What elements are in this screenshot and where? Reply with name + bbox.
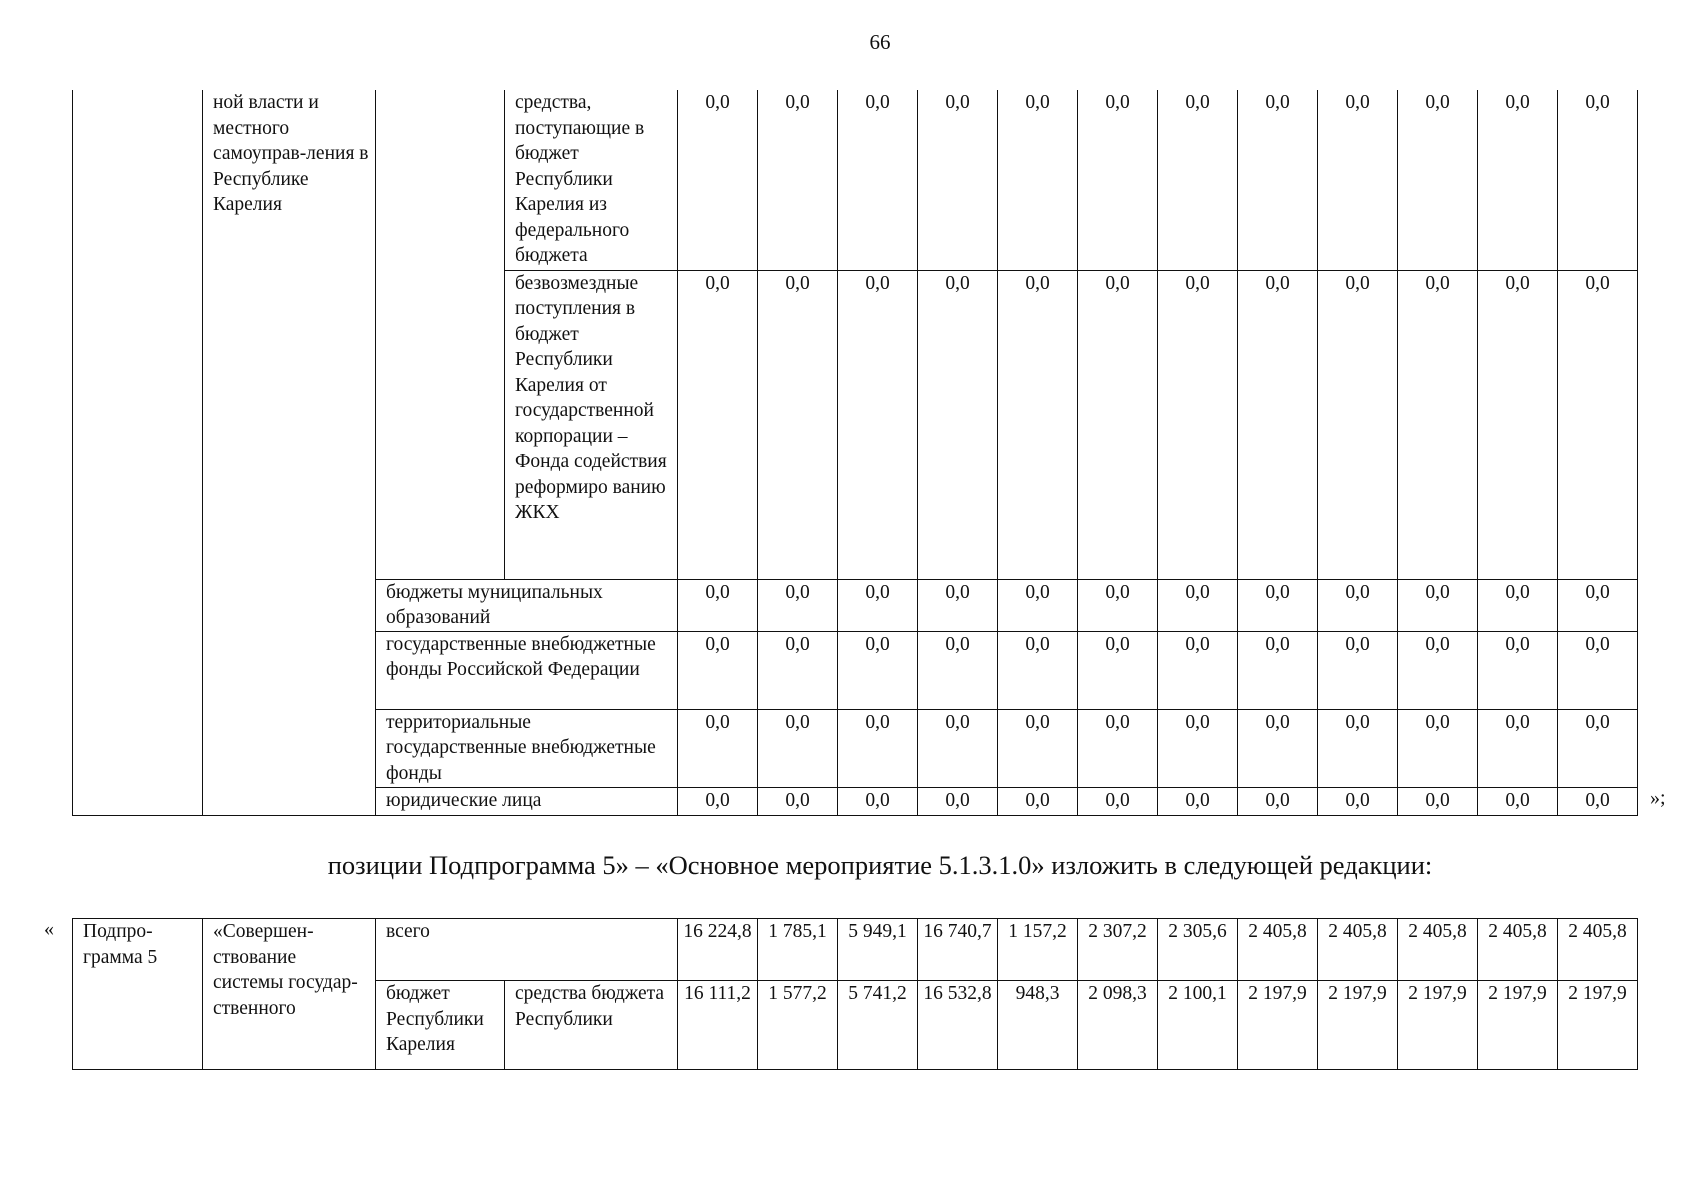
value-cell: 0,0: [838, 579, 918, 631]
value-cell: 0,0: [1158, 787, 1238, 815]
value-cell: 0,0: [1558, 709, 1638, 787]
value-cell: 0,0: [758, 631, 838, 709]
value-cell: 2 405,8: [1318, 919, 1398, 981]
value-cell: 2 405,8: [1398, 919, 1478, 981]
value-cell: 0,0: [758, 579, 838, 631]
value-cell: 0,0: [1398, 709, 1478, 787]
value-cell: 0,0: [838, 631, 918, 709]
value-cell: 0,0: [1398, 579, 1478, 631]
value-cell: 2 305,6: [1158, 919, 1238, 981]
value-cell: 0,0: [918, 709, 998, 787]
value-cell: 0,0: [1478, 631, 1558, 709]
value-cell: 2 405,8: [1558, 919, 1638, 981]
value-cell: 0,0: [918, 631, 998, 709]
value-cell: 0,0: [1558, 631, 1638, 709]
value-cell: 0,0: [998, 90, 1078, 270]
value-cell: 0,0: [1158, 90, 1238, 270]
value-cell: 0,0: [1398, 90, 1478, 270]
value-cell: 0,0: [758, 90, 838, 270]
value-cell: 0,0: [918, 90, 998, 270]
value-cell: 0,0: [998, 709, 1078, 787]
source-label: безвозмездные поступления в бюджет Республики Карелия от государственной корпорации – Фонда содействия реформиро ванию ЖКХ: [505, 270, 678, 579]
value-cell: 2 197,9: [1398, 981, 1478, 1070]
value-cell: 0,0: [918, 270, 998, 579]
source-label: юридические лица: [376, 787, 678, 815]
opening-quote: «: [44, 918, 54, 940]
subprogram-title-cell: «Совершен-ствование системы государ-ственного: [203, 919, 376, 1070]
value-cell: 0,0: [1478, 709, 1558, 787]
value-cell: 2 405,8: [1478, 919, 1558, 981]
value-cell: 0,0: [678, 579, 758, 631]
value-cell: 0,0: [1318, 579, 1398, 631]
table-row: [73, 90, 1638, 270]
value-cell: 948,3: [998, 981, 1078, 1070]
closing-quote: »;: [1650, 787, 1666, 809]
value-cell: 0,0: [758, 787, 838, 815]
value-cell: 0,0: [998, 787, 1078, 815]
value-cell: 1 785,1: [758, 919, 838, 981]
value-cell: 0,0: [1478, 90, 1558, 270]
value-cell: 0,0: [758, 709, 838, 787]
value-cell: 0,0: [1238, 787, 1318, 815]
value-cell: 0,0: [1078, 787, 1158, 815]
source-group-cell: [376, 90, 505, 579]
value-cell: 0,0: [1158, 270, 1238, 579]
budget-sublabel: средства бюджета Республики: [505, 981, 678, 1070]
value-cell: 2 197,9: [1558, 981, 1638, 1070]
value-cell: 0,0: [1318, 631, 1398, 709]
value-cell: 2 098,3: [1078, 981, 1158, 1070]
value-cell: 0,0: [758, 270, 838, 579]
value-cell: 0,0: [1078, 270, 1158, 579]
value-cell: 0,0: [678, 787, 758, 815]
value-cell: 0,0: [1238, 90, 1318, 270]
value-cell: 0,0: [998, 270, 1078, 579]
table-row: [73, 919, 1638, 981]
value-cell: 0,0: [1158, 709, 1238, 787]
value-cell: 0,0: [838, 270, 918, 579]
value-cell: 5 949,1: [838, 919, 918, 981]
source-label: территориальные государственные внебюджетные фонды: [376, 709, 678, 787]
value-cell: 0,0: [1558, 787, 1638, 815]
value-cell: 0,0: [918, 579, 998, 631]
value-cell: 1 157,2: [998, 919, 1078, 981]
funding-table-continued: [72, 90, 1638, 816]
value-cell: 0,0: [1238, 579, 1318, 631]
value-cell: 16 111,2: [678, 981, 758, 1070]
value-cell: 0,0: [1318, 787, 1398, 815]
source-label: средства, поступающие в бюджет Республики Карелия из федерального бюджета: [505, 90, 678, 270]
value-cell: 2 307,2: [1078, 919, 1158, 981]
value-cell: 0,0: [1478, 270, 1558, 579]
value-cell: 0,0: [678, 270, 758, 579]
value-cell: 5 741,2: [838, 981, 918, 1070]
value-cell: 2 197,9: [1318, 981, 1398, 1070]
source-label: бюджеты муниципальных образований: [376, 579, 678, 631]
value-cell: 0,0: [678, 631, 758, 709]
value-cell: 0,0: [1238, 270, 1318, 579]
value-cell: 2 197,9: [1478, 981, 1558, 1070]
value-cell: 0,0: [838, 787, 918, 815]
amendment-instruction: позиции Подпрограмма 5» – «Основное мероприятие 5.1.3.1.0» изложить в следующей редакции:: [327, 850, 1433, 880]
value-cell: 0,0: [1238, 631, 1318, 709]
value-cell: 0,0: [1078, 90, 1158, 270]
value-cell: 0,0: [1078, 709, 1158, 787]
value-cell: 0,0: [998, 631, 1078, 709]
subprogram-code-cell: Подпро-грамма 5: [73, 919, 203, 1070]
budget-label: бюджет Республики Карелия: [376, 981, 505, 1070]
value-cell: 0,0: [678, 90, 758, 270]
value-cell: 0,0: [1478, 787, 1558, 815]
value-cell: 0,0: [1318, 709, 1398, 787]
value-cell: 0,0: [838, 709, 918, 787]
value-cell: 2 100,1: [1158, 981, 1238, 1070]
subprogram-5-table: [72, 918, 1638, 1070]
value-cell: 1 577,2: [758, 981, 838, 1070]
value-cell: 16 532,8: [918, 981, 998, 1070]
value-cell: 0,0: [1078, 631, 1158, 709]
value-cell: 0,0: [1398, 631, 1478, 709]
value-cell: 0,0: [1158, 579, 1238, 631]
value-cell: 16 740,7: [918, 919, 998, 981]
total-label: всего: [376, 919, 678, 981]
value-cell: 0,0: [1398, 270, 1478, 579]
page-number: 66: [869, 30, 891, 54]
value-cell: 0,0: [918, 787, 998, 815]
executor-cell: ной власти и местного самоуправ-ления в Республике Карелия: [203, 90, 376, 815]
value-cell: 2 197,9: [1238, 981, 1318, 1070]
value-cell: 0,0: [678, 709, 758, 787]
value-cell: 0,0: [1478, 579, 1558, 631]
value-cell: 0,0: [1558, 579, 1638, 631]
source-label: государственные внебюджетные фонды Российской Федерации: [376, 631, 678, 709]
value-cell: 0,0: [998, 579, 1078, 631]
value-cell: 0,0: [1318, 270, 1398, 579]
value-cell: 16 224,8: [678, 919, 758, 981]
value-cell: 0,0: [1238, 709, 1318, 787]
program-code-cell: [73, 90, 203, 815]
value-cell: 0,0: [838, 90, 918, 270]
value-cell: 0,0: [1318, 90, 1398, 270]
value-cell: 0,0: [1558, 270, 1638, 579]
value-cell: 0,0: [1078, 579, 1158, 631]
value-cell: 2 405,8: [1238, 919, 1318, 981]
value-cell: 0,0: [1558, 90, 1638, 270]
value-cell: 0,0: [1398, 787, 1478, 815]
value-cell: 0,0: [1158, 631, 1238, 709]
